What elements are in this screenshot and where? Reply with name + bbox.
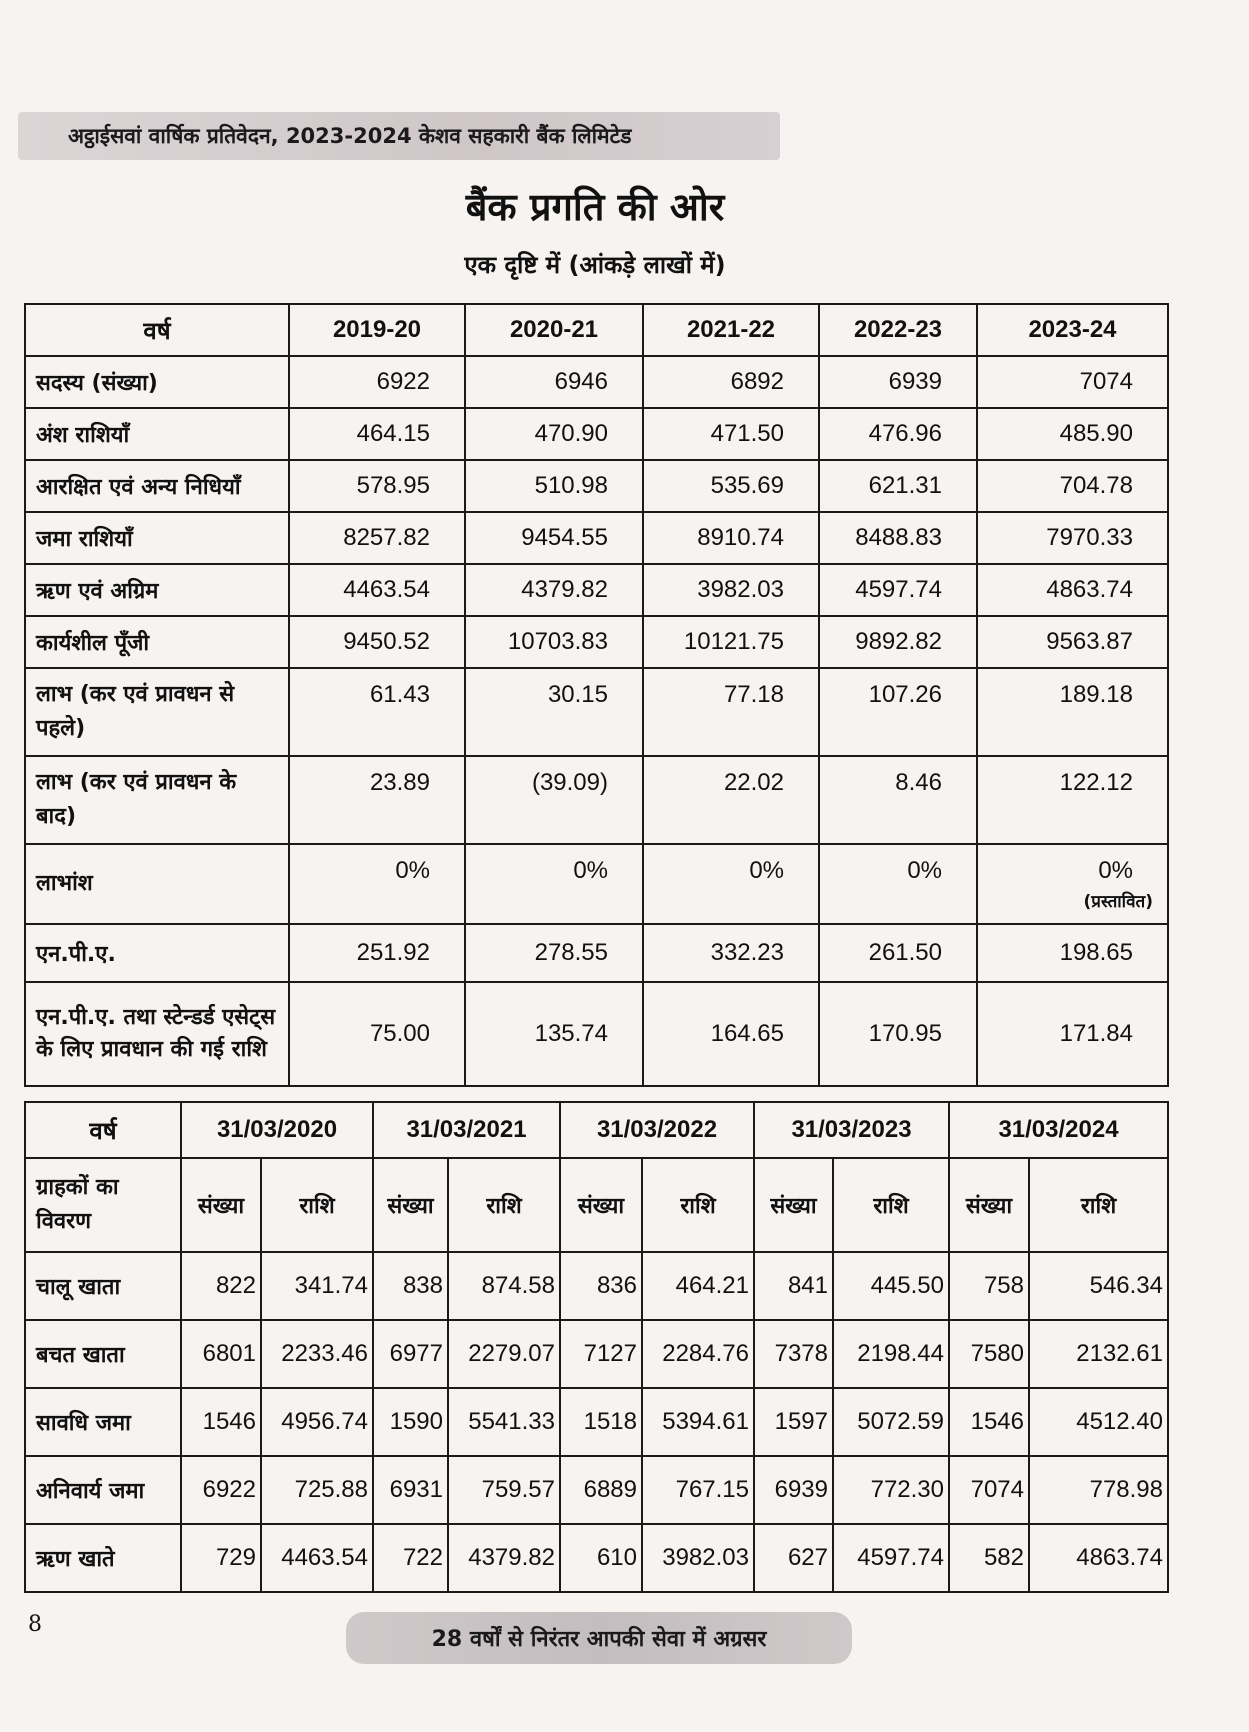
table-cell: 30.15 xyxy=(465,668,643,756)
table-cell: 778.98 xyxy=(1029,1456,1168,1524)
table-cell: 758 xyxy=(949,1252,1029,1320)
table-cell: 725.88 xyxy=(261,1456,373,1524)
table-cell: 7074 xyxy=(949,1456,1029,1524)
table-cell: 251.92 xyxy=(289,924,465,982)
table-header-row xyxy=(25,1102,1168,1158)
table-cell: 7127 xyxy=(560,1320,642,1388)
date-header: 31/03/2022 xyxy=(560,1102,754,1158)
footer-text: 28 वर्षों से निरंतर आपकी सेवा में अग्रसर xyxy=(431,1627,767,1652)
row-label: ऋण एवं अग्रिम xyxy=(25,564,289,616)
table-header-row xyxy=(25,304,1168,356)
row-label: सावधि जमा xyxy=(25,1388,181,1456)
table-cell: 4597.74 xyxy=(833,1524,949,1592)
table-cell: 23.89 xyxy=(289,756,465,844)
column-header: 2023-24 xyxy=(977,304,1168,356)
table-cell: 0% xyxy=(643,844,819,924)
table-cell: 7378 xyxy=(754,1320,833,1388)
table-cell: 546.34 xyxy=(1029,1252,1168,1320)
table-cell: 6977 xyxy=(373,1320,448,1388)
row-label: लाभांश xyxy=(25,844,289,924)
table-cell: 1590 xyxy=(373,1388,448,1456)
column-header: वर्ष xyxy=(25,1102,181,1158)
table-cell: 610 xyxy=(560,1524,642,1592)
table-cell: 2279.07 xyxy=(448,1320,560,1388)
row-label: आरक्षित एवं अन्य निधियाँ xyxy=(25,460,289,512)
table-cell: 1546 xyxy=(181,1388,261,1456)
bank-progress-table xyxy=(24,303,1169,1087)
table-cell: 838 xyxy=(373,1252,448,1320)
table-cell: 278.55 xyxy=(465,924,643,982)
table-cell: 535.69 xyxy=(643,460,819,512)
proposed-note: (प्रस्तावित) xyxy=(1083,892,1153,912)
table-cell: 8.46 xyxy=(819,756,977,844)
table-cell: 485.90 xyxy=(977,408,1168,460)
table-cell: 75.00 xyxy=(289,982,465,1086)
row-label: एन.पी.ए. xyxy=(25,924,289,982)
table-cell: 6892 xyxy=(643,356,819,408)
table-cell: 135.74 xyxy=(465,982,643,1086)
table-cell: 7580 xyxy=(949,1320,1029,1388)
table-cell: 9563.87 xyxy=(977,616,1168,668)
table-cell: 1546 xyxy=(949,1388,1029,1456)
amount-header: राशि xyxy=(261,1158,373,1252)
table-cell: 9454.55 xyxy=(465,512,643,564)
column-header: 2022-23 xyxy=(819,304,977,356)
table-cell: 578.95 xyxy=(289,460,465,512)
table-row xyxy=(25,1524,1168,1592)
table-cell: 3982.03 xyxy=(642,1524,754,1592)
table-cell: 471.50 xyxy=(643,408,819,460)
column-header: 2021-22 xyxy=(643,304,819,356)
table-cell: 9450.52 xyxy=(289,616,465,668)
table-cell: 77.18 xyxy=(643,668,819,756)
table-cell: 4379.82 xyxy=(465,564,643,616)
table-cell: 445.50 xyxy=(833,1252,949,1320)
date-header: 31/03/2021 xyxy=(373,1102,560,1158)
table-cell: 2284.76 xyxy=(642,1320,754,1388)
table-cell: 0% xyxy=(465,844,643,924)
table-row xyxy=(25,460,1168,512)
table-cell: 8910.74 xyxy=(643,512,819,564)
table-cell: 874.58 xyxy=(448,1252,560,1320)
table-cell: 8488.83 xyxy=(819,512,977,564)
row-label: कार्यशील पूँजी xyxy=(25,616,289,668)
table-cell: 6922 xyxy=(181,1456,261,1524)
table-cell-with-note xyxy=(977,844,1168,924)
table-cell: 8257.82 xyxy=(289,512,465,564)
table-cell: 170.95 xyxy=(819,982,977,1086)
table-cell: 822 xyxy=(181,1252,261,1320)
table-cell: 464.21 xyxy=(642,1252,754,1320)
count-header: संख्या xyxy=(949,1158,1029,1252)
footer-band xyxy=(346,1612,852,1664)
table-row xyxy=(25,564,1168,616)
table-cell: 4512.40 xyxy=(1029,1388,1168,1456)
customer-details-table xyxy=(24,1101,1169,1593)
row-label: चालू खाता xyxy=(25,1252,181,1320)
table-cell: 464.15 xyxy=(289,408,465,460)
table-cell: 6922 xyxy=(289,356,465,408)
dividend-value: 0% xyxy=(1098,857,1133,884)
table-row xyxy=(25,668,1168,756)
table-cell: 171.84 xyxy=(977,982,1168,1086)
table-cell: 189.18 xyxy=(977,668,1168,756)
table-cell: 10121.75 xyxy=(643,616,819,668)
table-row xyxy=(25,1252,1168,1320)
date-header: 31/03/2024 xyxy=(949,1102,1168,1158)
table-cell: 7970.33 xyxy=(977,512,1168,564)
table-cell: 0% xyxy=(819,844,977,924)
table-cell: (39.09) xyxy=(465,756,643,844)
table-row xyxy=(25,356,1168,408)
report-header-band xyxy=(18,112,780,160)
table-row xyxy=(25,408,1168,460)
table-cell: 476.96 xyxy=(819,408,977,460)
report-header-text: अट्ठाईसवां वार्षिक प्रतिवेदन, 2023-2024 केशव सहकारी बैंक लिमिटेड xyxy=(68,124,632,148)
table-cell: 6889 xyxy=(560,1456,642,1524)
count-header: संख्या xyxy=(373,1158,448,1252)
table-cell: 4379.82 xyxy=(448,1524,560,1592)
table-cell: 510.98 xyxy=(465,460,643,512)
table-cell: 0% xyxy=(289,844,465,924)
column-header: वर्ष xyxy=(25,304,289,356)
table-cell: 6939 xyxy=(819,356,977,408)
table-row xyxy=(25,1456,1168,1524)
table-cell: 4956.74 xyxy=(261,1388,373,1456)
row-label: जमा राशियाँ xyxy=(25,512,289,564)
table-cell: 122.12 xyxy=(977,756,1168,844)
row-label: सदस्य (संख्या) xyxy=(25,356,289,408)
table-cell: 261.50 xyxy=(819,924,977,982)
table-cell: 107.26 xyxy=(819,668,977,756)
page-number: 8 xyxy=(28,1612,42,1637)
table-cell: 722 xyxy=(373,1524,448,1592)
table-cell: 4597.74 xyxy=(819,564,977,616)
table-cell: 2198.44 xyxy=(833,1320,949,1388)
count-header: संख्या xyxy=(560,1158,642,1252)
table-cell: 198.65 xyxy=(977,924,1168,982)
date-header: 31/03/2020 xyxy=(181,1102,373,1158)
amount-header: राशि xyxy=(1029,1158,1168,1252)
table-cell: 5072.59 xyxy=(833,1388,949,1456)
table-cell: 6801 xyxy=(181,1320,261,1388)
table-row xyxy=(25,512,1168,564)
table-cell: 1518 xyxy=(560,1388,642,1456)
table-cell: 6939 xyxy=(754,1456,833,1524)
table-row xyxy=(25,1388,1168,1456)
row-label: लाभ (कर एवं प्रावधन से पहले) xyxy=(25,668,289,756)
table-row xyxy=(25,616,1168,668)
table-cell: 759.57 xyxy=(448,1456,560,1524)
count-header: संख्या xyxy=(181,1158,261,1252)
table-row xyxy=(25,844,1168,924)
table-cell: 4863.74 xyxy=(1029,1524,1168,1592)
row-label: ग्राहकों का विवरण xyxy=(25,1158,181,1252)
table-cell: 704.78 xyxy=(977,460,1168,512)
date-header: 31/03/2023 xyxy=(754,1102,949,1158)
table-cell: 61.43 xyxy=(289,668,465,756)
table-row xyxy=(25,756,1168,844)
amount-header: राशि xyxy=(642,1158,754,1252)
table-cell: 6946 xyxy=(465,356,643,408)
table-cell: 332.23 xyxy=(643,924,819,982)
table-cell: 3982.03 xyxy=(643,564,819,616)
row-label: एन.पी.ए. तथा स्टेन्डर्ड एसेट्स के लिए प्रावधान की गई राशि xyxy=(25,982,289,1086)
amount-header: राशि xyxy=(448,1158,560,1252)
table-cell: 836 xyxy=(560,1252,642,1320)
table-cell: 627 xyxy=(754,1524,833,1592)
table-cell: 582 xyxy=(949,1524,1029,1592)
page-title: बैंक प्रगति की ओर xyxy=(465,184,725,229)
table-cell: 4463.54 xyxy=(289,564,465,616)
table-cell: 621.31 xyxy=(819,460,977,512)
table-cell: 1597 xyxy=(754,1388,833,1456)
row-label: ऋण खाते xyxy=(25,1524,181,1592)
row-label: अंश राशियाँ xyxy=(25,408,289,460)
table-cell: 767.15 xyxy=(642,1456,754,1524)
table-cell: 22.02 xyxy=(643,756,819,844)
column-header: 2020-21 xyxy=(465,304,643,356)
table-cell: 9892.82 xyxy=(819,616,977,668)
table-subheader-row xyxy=(25,1158,1168,1252)
table-cell: 5541.33 xyxy=(448,1388,560,1456)
table-cell: 341.74 xyxy=(261,1252,373,1320)
table-cell: 4463.54 xyxy=(261,1524,373,1592)
page-subtitle: एक दृष्टि में (आंकड़े लाखों में) xyxy=(464,251,726,279)
table-cell: 2233.46 xyxy=(261,1320,373,1388)
count-header: संख्या xyxy=(754,1158,833,1252)
table-cell: 164.65 xyxy=(643,982,819,1086)
table-row xyxy=(25,924,1168,982)
amount-header: राशि xyxy=(833,1158,949,1252)
row-label: बचत खाता xyxy=(25,1320,181,1388)
table-row xyxy=(25,982,1168,1086)
table-cell: 841 xyxy=(754,1252,833,1320)
table-cell: 470.90 xyxy=(465,408,643,460)
table-row xyxy=(25,1320,1168,1388)
row-label: अनिवार्य जमा xyxy=(25,1456,181,1524)
table-cell: 7074 xyxy=(977,356,1168,408)
table-cell: 5394.61 xyxy=(642,1388,754,1456)
table-cell: 4863.74 xyxy=(977,564,1168,616)
table-cell: 6931 xyxy=(373,1456,448,1524)
row-label: लाभ (कर एवं प्रावधन के बाद) xyxy=(25,756,289,844)
table-cell: 2132.61 xyxy=(1029,1320,1168,1388)
column-header: 2019-20 xyxy=(289,304,465,356)
table-cell: 10703.83 xyxy=(465,616,643,668)
table-cell: 772.30 xyxy=(833,1456,949,1524)
table-cell: 729 xyxy=(181,1524,261,1592)
